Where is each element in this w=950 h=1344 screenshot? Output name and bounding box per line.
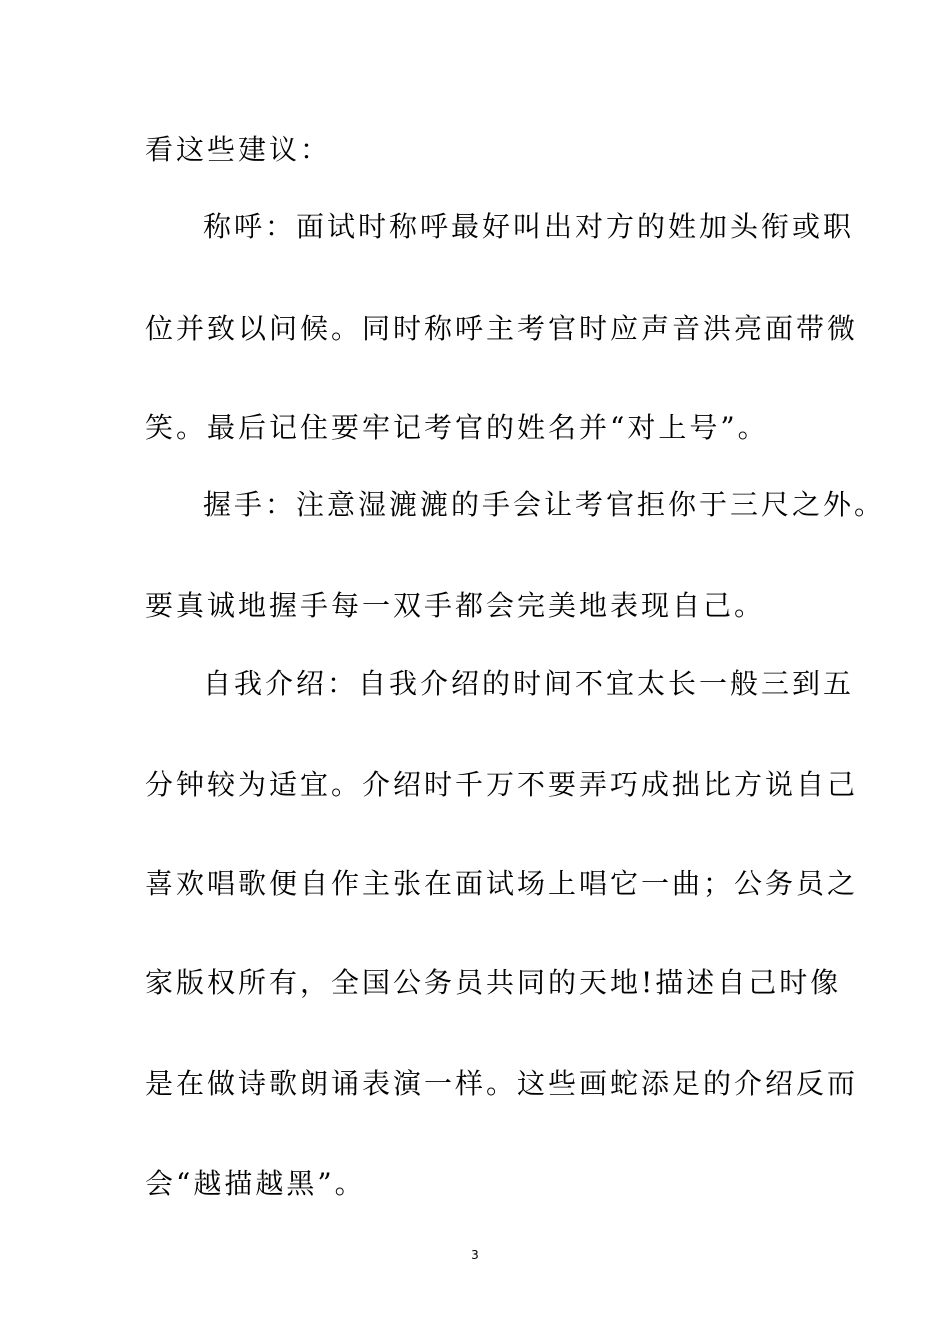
- text-line: 是在做诗歌朗诵表演一样。这些画蛇添足的介绍反而: [145, 1067, 859, 1100]
- text-line-paragraph-start: 称呼：面试时称呼最好叫出对方的姓加头衔或职: [203, 210, 855, 243]
- text-line: 笑。最后记住要牢记考官的姓名并“对上号”。: [145, 411, 769, 444]
- text-line: 喜欢唱歌便自作主张在面试场上唱它一曲；公务员之: [145, 867, 859, 900]
- text-line: 位并致以问候。同时称呼主考官时应声音洪亮面带微: [145, 312, 859, 345]
- text-line: 会“越描越黑”。: [145, 1167, 366, 1200]
- text-line: 家版权所有，全国公务员共同的天地!描述自己时像: [145, 966, 842, 999]
- page-number: 3: [471, 1248, 479, 1262]
- text-line-paragraph-start: 握手：注意湿漉漉的手会让考官拒你于三尺之外。: [203, 488, 886, 521]
- text-line: 看这些建议：: [145, 133, 332, 166]
- text-line-paragraph-start: 自我介绍：自我介绍的时间不宜太长一般三到五: [203, 667, 855, 700]
- text-line: 要真诚地握手每一双手都会完美地表现自己。: [145, 589, 766, 622]
- text-line: 分钟较为适宜。介绍时千万不要弄巧成拙比方说自己: [145, 768, 859, 801]
